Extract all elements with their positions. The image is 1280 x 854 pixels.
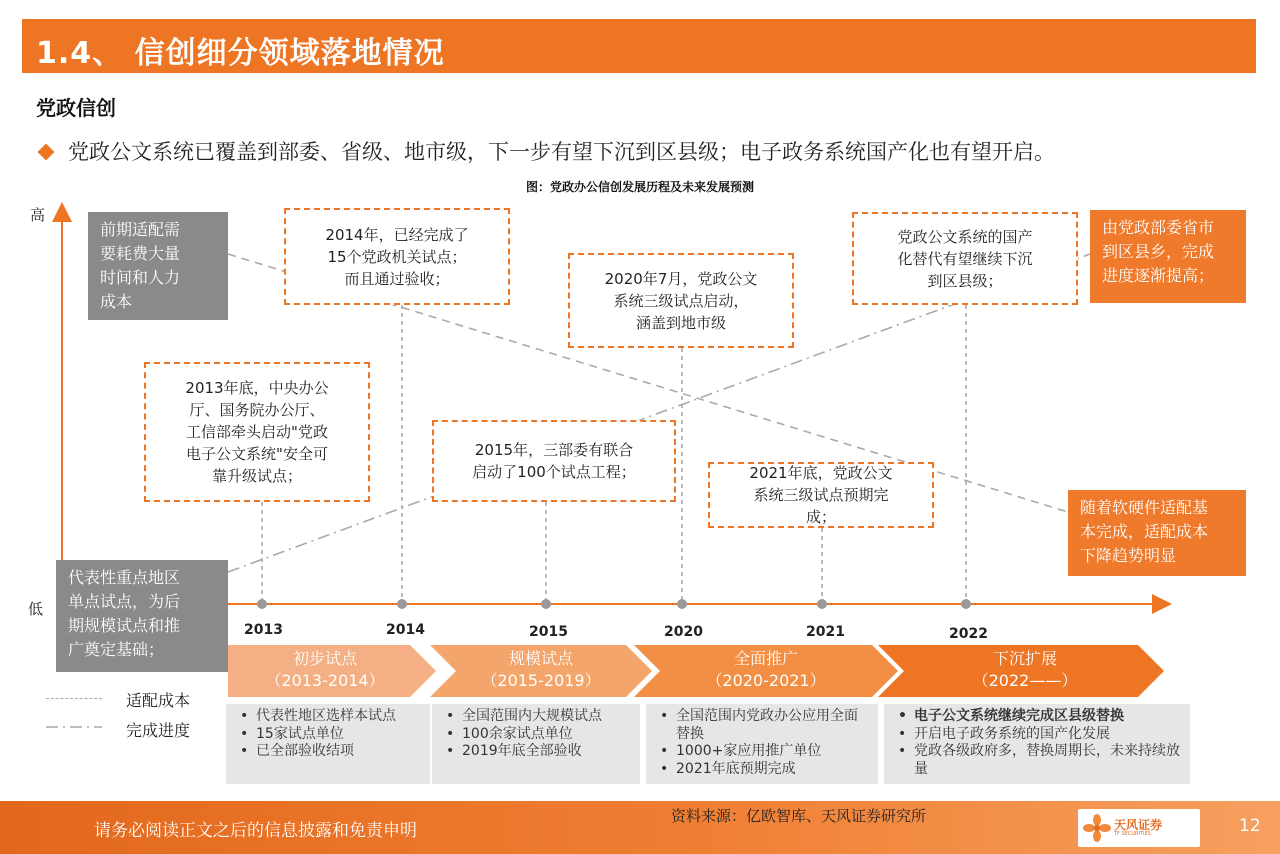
event-box-2020 [568,253,794,348]
phase-2-name: 规模试点 [508,649,573,668]
phase-4-range: （2022——） [972,671,1078,690]
company-logo [1078,809,1200,847]
logo-subtext: TF SECURITIES [1114,831,1151,837]
event-box-2014 [284,208,510,305]
phase-4-details [884,704,1190,784]
section-heading: 党政信创 [36,96,116,120]
logo-text: 天风证券 [1114,818,1163,832]
phase-1-details [226,704,430,784]
flower-logo-icon [1082,813,1112,843]
detail-item: • 代表性地区选样本试点 [236,708,422,726]
detail-item: • 电子公文系统继续完成区县级替换 [894,708,1182,726]
event-text-2014: 2014年，已经完成了 15个党政机关试点； 而且通过验收； [325,225,469,288]
page-number: 12 [1239,816,1261,836]
cost-decline-note-box: 随着软硬件适配基 本完成，适配成本 下降趋势明显 [1068,490,1246,576]
axis-dot-2013 [257,599,267,609]
event-box-2013 [144,362,370,502]
event-text-2022: 党政公文系统的国产 化替代有望继续下沉 到区县级； [897,227,1033,290]
axis-dot-2015 [541,599,551,609]
detail-item: • 1000+家应用推广单位 [656,743,870,761]
detail-item: • 2019年底全部验收 [442,743,632,761]
y-axis-high-label: 高 [30,206,46,224]
source-text: 资料来源：亿欧智库、天风证券研究所 [671,807,927,825]
legend-cost-swatch [46,698,102,699]
legend-progress-swatch [46,724,102,730]
phase-4-name: 下沉扩展 [992,649,1057,668]
event-box-2021 [708,462,934,528]
event-text-2015: 2015年，三部委有联合 启动了100个试点工程； [472,441,636,481]
year-label-2015: 2015 [529,624,568,640]
phase-3-range: （2020-2021） [706,671,826,690]
detail-item: • 开启电子政务系统的国产化发展 [894,726,1182,744]
progress-note-box: 由党政部委省市 到区县乡，完成 进度逐渐提高； [1090,210,1246,303]
year-label-2022: 2022 [949,626,988,642]
axis-dot-2021 [817,599,827,609]
figure-title: 图：党政办公信创发展历程及未来发展预测 [525,180,754,194]
year-label-2020: 2020 [664,624,703,640]
legend-progress-label: 完成进度 [126,721,191,740]
pilot-note-box: 代表性重点地区 单点试点，为后 期规模试点和推 广奠定基础； [56,560,228,672]
axis-dot-2014 [397,599,407,609]
phase-3-details [646,704,878,784]
disclaimer-text: 请务必阅读正文之后的信息披露和免责申明 [94,821,417,841]
footer-bar [0,801,1280,854]
phase-2-range: （2015-2019） [481,671,601,690]
detail-item: • 全国范围内党政办公应用全面替换 [656,708,870,743]
event-box-2022 [852,212,1078,305]
bullet-text: 党政公文系统已覆盖到部委、省级、地市级，下一步有望下沉到区县级；电子政务系统国产化也有望开启。 [68,140,1055,164]
detail-item: • 全国范围内大规模试点 [442,708,632,726]
phase-2-label [456,648,626,692]
axis-dot-2022 [961,599,971,609]
detail-item: • 2021年底预期完成 [656,761,870,779]
y-axis-low-label: 低 [28,600,44,618]
page-title: 1.4、 信创细分领域落地情况 [36,36,445,71]
year-label-2021: 2021 [806,624,845,640]
legend-cost-label: 适配成本 [126,691,191,710]
phase-1-range: （2013-2014） [265,671,385,690]
event-text-2013: 2013年底，中央办公 厅、国务院办公厅、 工信部牵头启动"党政 电子公文系统"安全可 靠升级试点； [185,379,329,485]
event-box-2015 [432,420,676,502]
year-label-2014: 2014 [386,622,425,638]
phase-3-name: 全面推广 [733,649,798,668]
axis-dot-2020 [677,599,687,609]
event-text-2020: 2020年7月，党政公文 系统三级试点启动， 涵盖到地市级 [604,269,758,332]
event-text-2021: 2021年底，党政公文 系统三级试点预期完 成； [749,464,893,526]
detail-item: • 15家试点单位 [236,726,422,744]
cost-note-box: 前期适配需 要耗费大量 时间和人力 成本 [88,212,228,320]
detail-item: • 100余家试点单位 [442,726,632,744]
year-label-2013: 2013 [244,622,283,638]
detail-item: • 已全部验收结项 [236,743,422,761]
phase-1-name: 初步试点 [292,649,357,668]
phase-2-details [432,704,640,784]
detail-item: • 党政各级政府多，替换周期长，未来持续放量 [894,743,1182,778]
phase-4-label [930,648,1120,692]
phase-1-label [240,648,410,692]
phase-3-label [676,648,856,692]
